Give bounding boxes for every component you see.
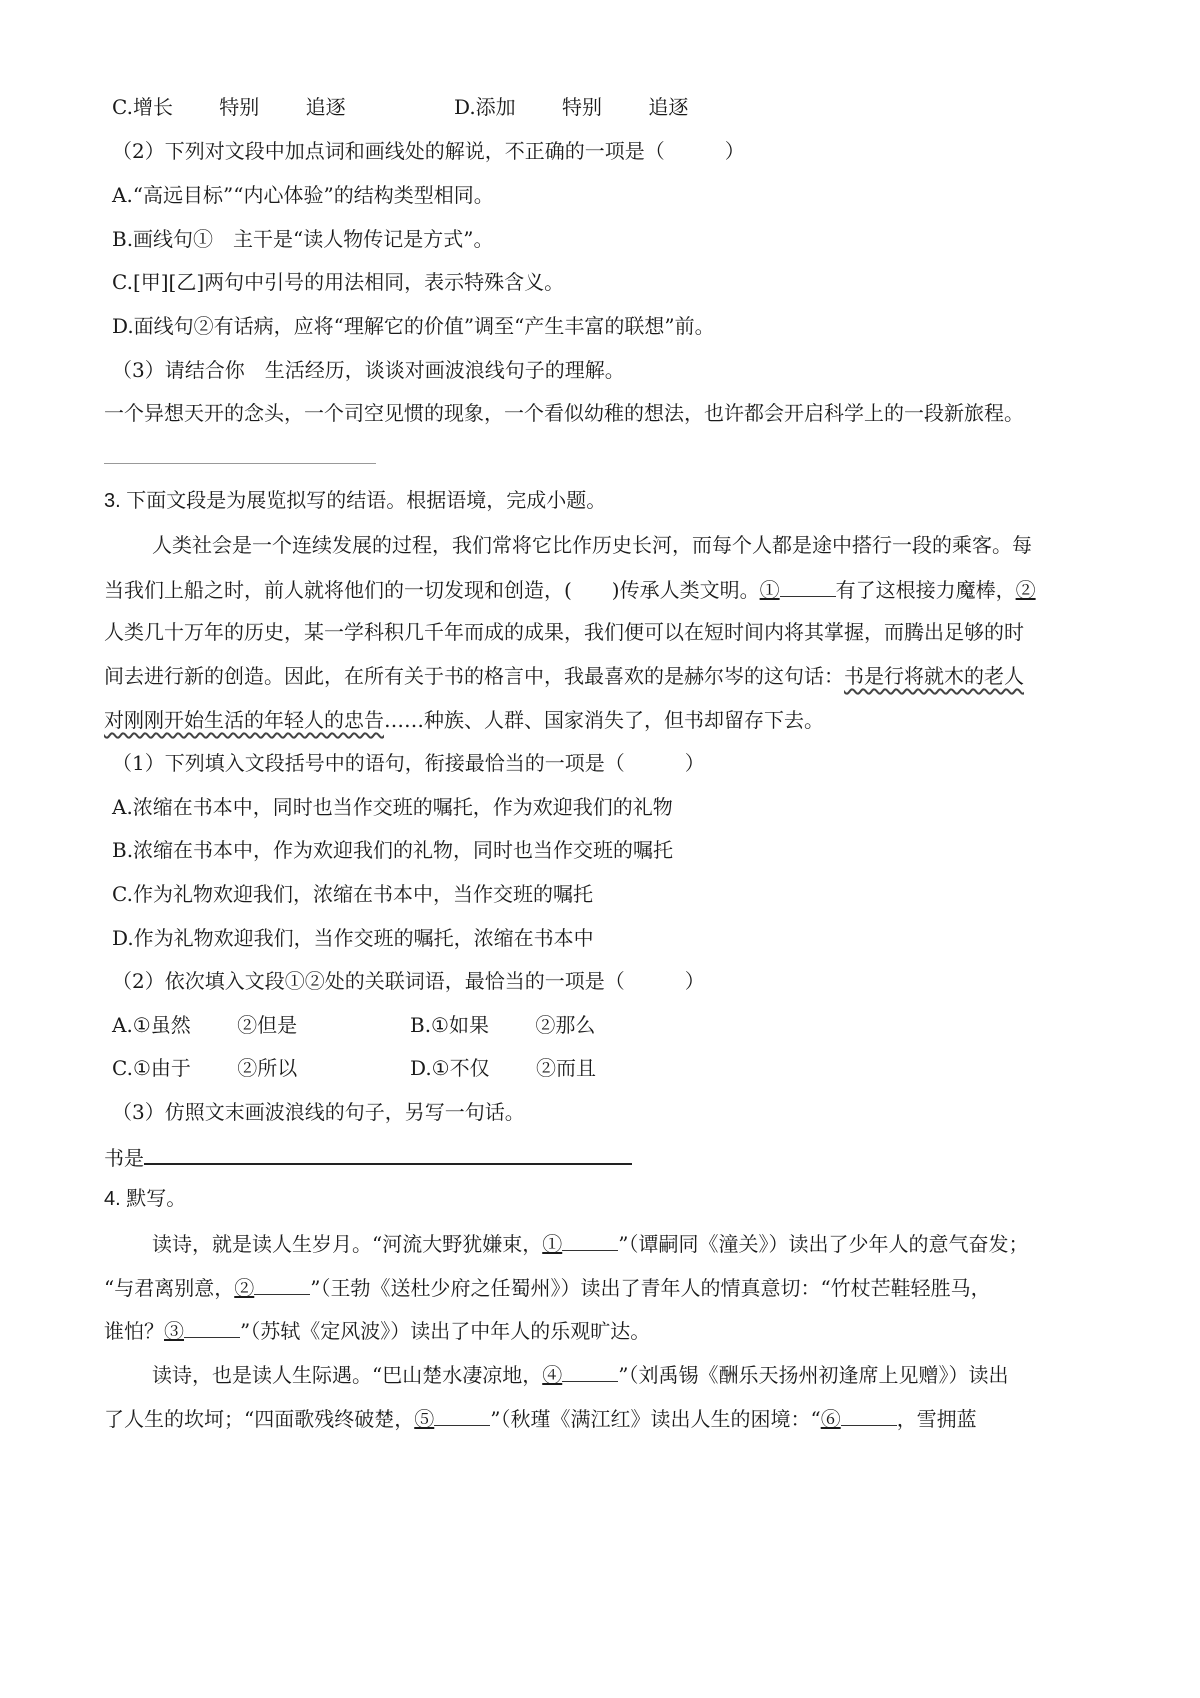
q2-sub2-option-b: B.画线句① 主干是“读人物传记是方式”。 <box>112 227 494 251</box>
wavy-sentence-part-1: 书是行将就木的老人 <box>844 664 1024 688</box>
q4-para1-line-2 <box>104 1272 991 1302</box>
q4-para2-line-2-mid: ”（秋瑾《满江红》读出人生的困境：“ <box>490 1407 821 1431</box>
blank-marker-2: ② <box>1015 578 1036 602</box>
q4-para2-line-1 <box>152 1359 1008 1389</box>
q4-para1-line-3-tail: ”（苏轼《定风波》）读出了中年人的乐观旷达。 <box>240 1319 651 1343</box>
q4-para1-line-3-text: 谁怕？ <box>104 1319 164 1343</box>
q3-sub1-option-d: D.作为礼物欢迎我们，当作交班的嘱托，浓缩在书本中 <box>112 926 594 950</box>
q4-para2-line-1-text: 读诗，也是读人生际遇。“巴山楚水凄凉地， <box>152 1363 543 1387</box>
blank-marker-q4-5: ⑤ <box>414 1407 435 1431</box>
fill-blank-1[interactable] <box>780 574 836 597</box>
q3-sub3-prefix: 书是 <box>104 1146 144 1170</box>
q3-para-line-4-text: 间去进行新的创造。因此，在所有关于书的格言中，我最喜欢的是赫尔岑的这句话： <box>104 664 844 688</box>
q2-sub2-option-c: C.[甲][乙]两句中引号的用法相同，表示特殊含义。 <box>112 270 565 294</box>
q4-para1-line-1 <box>152 1228 1028 1258</box>
q4-para2-line-2 <box>104 1403 977 1433</box>
fill-blank-q4-4[interactable] <box>562 1359 618 1382</box>
q3-para-line-2 <box>104 574 1036 604</box>
q3-para-line-4 <box>104 661 1024 691</box>
q3-sub2-option-a: A.①虽然 ②但是 <box>112 1013 298 1037</box>
q3-sub2-row-ab <box>112 1010 812 1040</box>
options-row-cd <box>112 92 1012 122</box>
option-c: C.增长 特别 追逐 <box>112 95 346 119</box>
q2-sub3-sentence: 一个异想天开的念头，一个司空见惯的现象，一个看似幼稚的想法，也许都会开启科学上的一段新旅程。 <box>104 401 1024 425</box>
q2-sub2-option-d: D.面线句②有话病，应将“理解它的价值”调至“产生丰富的联想”前。 <box>112 314 715 338</box>
q3-sub3-answer-row <box>104 1141 632 1171</box>
q4-para2-line-1-tail: ”（刘禹锡《酬乐天扬州初逢席上见赠》）读出 <box>618 1363 1009 1387</box>
q3-para-line-5 <box>104 705 824 735</box>
q3-para-line-3: 人类几十万年的历史，某一学科积几千年而成的成果，我们便可以在短时间内将其掌握，而腾出足够的时 <box>104 620 1024 644</box>
q3-sub2-option-b: B.①如果 ②那么 <box>410 1013 596 1037</box>
q3-title: 3. 下面文段是为展览拟写的结语。根据语境，完成小题。 <box>104 490 607 512</box>
q4-para1-line-1-text: 读诗，就是读人生岁月。“河流大野犹嫌束， <box>152 1232 543 1256</box>
q2-sub3-prompt: （3）请结合你 生活经历，谈谈对画波浪线句子的理解。 <box>112 358 625 382</box>
option-d: D.添加 特别 追逐 <box>454 95 689 119</box>
fill-blank-q4-3[interactable] <box>184 1315 240 1338</box>
wavy-sentence-part-2: 对刚刚开始生活的年轻人的忠告 <box>104 708 384 732</box>
q4-title: 4. 默写。 <box>104 1188 187 1210</box>
q4-para1-line-2-text: “与君离别意， <box>104 1276 235 1300</box>
q2-sub2-option-a: A.“高远目标”“内心体验”的结构类型相同。 <box>112 183 494 207</box>
blank-marker-1: ① <box>759 578 780 602</box>
fill-blank-q4-1[interactable] <box>562 1228 618 1251</box>
blank-marker-q4-1: ① <box>542 1232 563 1256</box>
q4-para1-line-3 <box>104 1315 650 1345</box>
blank-marker-q4-3: ③ <box>164 1319 184 1343</box>
q3-sub1-option-b: B.浓缩在书本中，作为欢迎我们的礼物，同时也当作交班的嘱托 <box>112 838 674 862</box>
fill-blank-q4-5[interactable] <box>434 1403 490 1426</box>
q3-sub2-option-c: C.①由于 ②所以 <box>112 1056 298 1080</box>
fill-blank-q4-6[interactable] <box>841 1403 897 1426</box>
blank-marker-q4-4: ④ <box>542 1363 563 1387</box>
q4-para2-line-2-text: 了人生的坎坷；“四面歌残终破楚， <box>104 1407 415 1431</box>
q3-sub2-option-d: D.①不仅 ②而且 <box>410 1056 596 1080</box>
q3-para-line-1: 人类社会是一个连续发展的过程，我们常将它比作历史长河，而每个人都是途中搭行一段的乘客。每 <box>152 533 1032 557</box>
q4-para1-line-1-tail: ”（谭嗣同《潼关》）读出了少年人的意气奋发； <box>618 1232 1029 1256</box>
q4-para2-line-2-tail: ，雪拥蓝 <box>896 1407 977 1431</box>
blank-marker-q4-6: ⑥ <box>820 1407 841 1431</box>
q3-sub1-option-c: C.作为礼物欢迎我们，浓缩在书本中，当作交班的嘱托 <box>112 882 593 906</box>
q3-sub1-prompt: （1）下列填入文段括号中的语句，衔接最恰当的一项是（ ） <box>112 751 705 775</box>
q3-para-line-2-text: 当我们上船之时，前人就将他们的一切发现和创造，( )传承人类文明。 <box>104 578 760 602</box>
q3-sub1-option-a: A.浓缩在书本中，同时也当作交班的嘱托，作为欢迎我们的礼物 <box>112 795 673 819</box>
q3-sub2-prompt: （2）依次填入文段①②处的关联词语，最恰当的一项是（ ） <box>112 969 705 993</box>
q3-para-line-2-mid: 有了这根接力魔棒， <box>835 578 1016 602</box>
answer-blank[interactable] <box>144 1141 632 1165</box>
fill-blank-q4-2[interactable] <box>254 1272 310 1295</box>
q3-para-line-5-text: ……种族、人群、国家消失了，但书却留存下去。 <box>384 708 824 732</box>
q2-sub2-prompt: （2）下列对文段中加点词和画线处的解说，不正确的一项是（ ） <box>112 139 745 163</box>
blank-marker-q4-2: ② <box>234 1276 255 1300</box>
q4-para1-line-2-tail: ”（王勃《送杜少府之任蜀州》）读出了青年人的情真意切：“竹杖芒鞋轻胜马， <box>310 1276 991 1300</box>
q3-sub2-row-cd <box>112 1053 812 1083</box>
answer-line <box>104 463 376 464</box>
q3-sub3-prompt: （3）仿照文末画波浪线的句子，另写一句话。 <box>112 1100 525 1124</box>
